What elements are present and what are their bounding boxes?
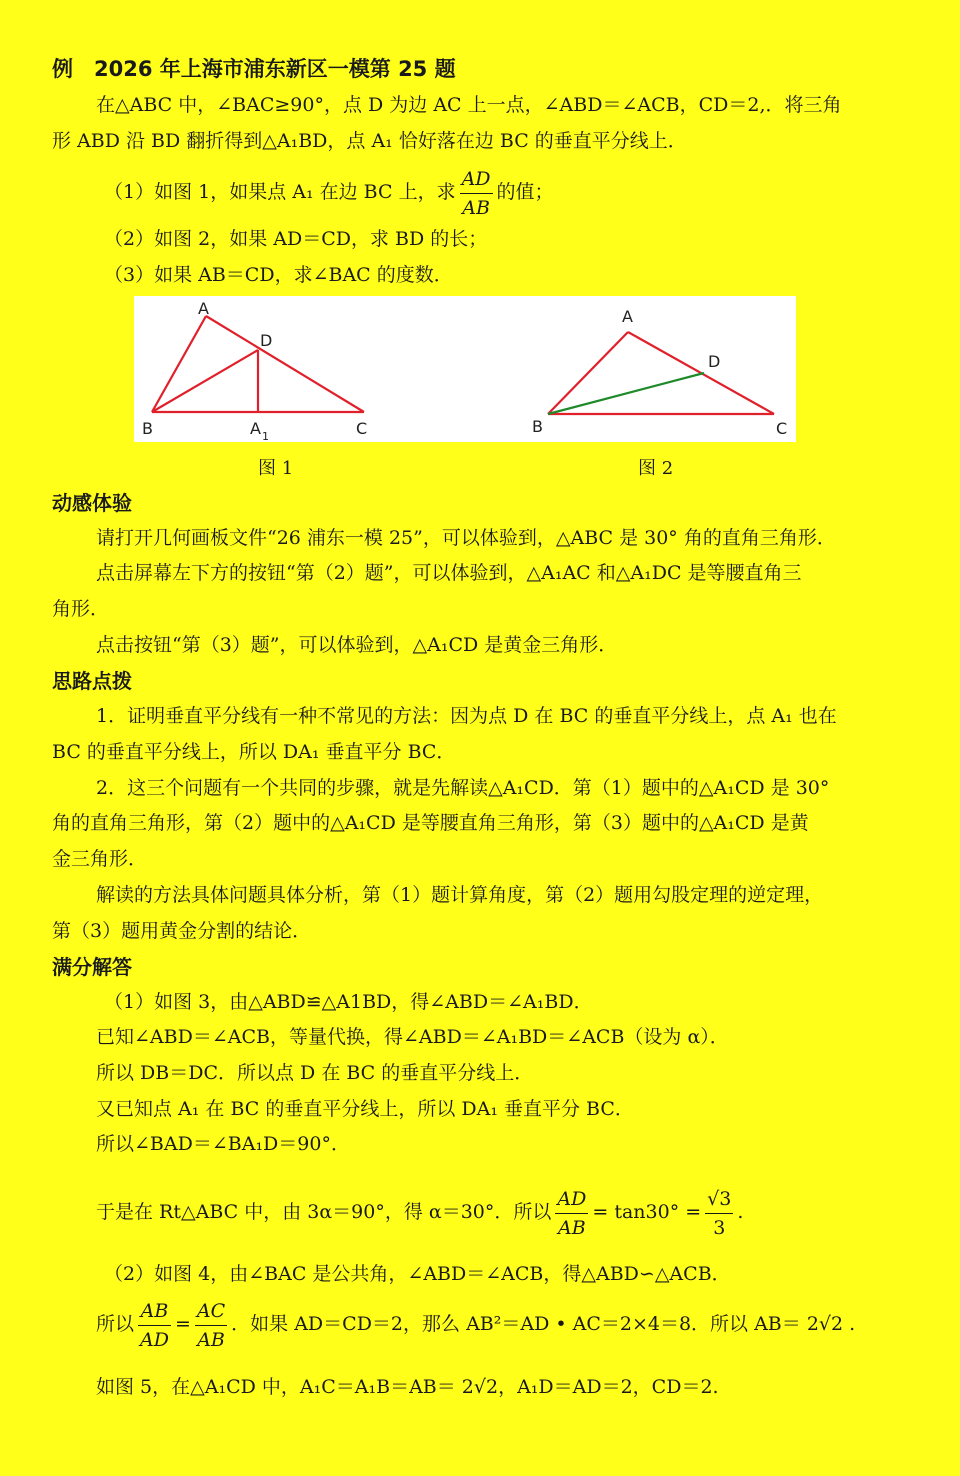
hints-line-6: 解读的方法具体问题具体分析，第（1）题计算角度，第（2）题用勾股定理的逆定理， <box>96 884 824 906</box>
fig1-segment-bd <box>152 350 258 412</box>
section-heading-hints: 思路点拨 <box>52 669 132 693</box>
figures-panel <box>134 296 796 442</box>
fraction-denominator: 3 <box>713 1216 726 1239</box>
figure-2-caption: 图 2 <box>638 458 674 479</box>
figure-1-caption: 图 1 <box>258 458 294 479</box>
fig1-label-d: D <box>260 331 273 350</box>
fraction-ad-over-ab-solution <box>555 1185 588 1242</box>
fig2-label-d: D <box>708 352 721 371</box>
dynamic-line-1: 请打开几何画板文件“26 浦东一模 25”，可以体验到，△ABC 是 30° 角的直角三角形． <box>96 527 836 549</box>
fig1-side-ac <box>206 316 364 412</box>
fig2-label-b: B <box>532 417 543 436</box>
fig1-label-c: C <box>356 419 368 438</box>
question-3: （3）如果 AB＝CD，求∠BAC 的度数． <box>104 264 453 286</box>
fraction-ab-over-ad <box>138 1297 171 1354</box>
dynamic-line-2: 点击屏幕左下方的按钮“第（2）题”，可以体验到，△A₁AC 和△A₁DC 是等腰直角三 <box>96 562 802 584</box>
solution-line-7: （2）如图 4，由∠BAC 是公共角，∠ABD＝∠ACB，得△ABD∽△ACB． <box>104 1263 731 1285</box>
hints-line-1: 1．证明垂直平分线有一种不常见的方法：因为点 D 在 BC 的垂直平分线上，点 A₁ 也在 <box>96 705 837 727</box>
solution-line-6-text: 于是在 Rt△ABC 中，由 3α＝90°，得 α＝30°．所以 <box>96 1201 552 1223</box>
fig1-label-a1-subscript: 1 <box>262 430 269 442</box>
question-1-text: （1）如图 1，如果点 A₁ 在边 BC 上，求 <box>104 181 456 203</box>
fraction-denominator: AB <box>197 1328 225 1351</box>
solution-line-2: 已知∠ABD＝∠ACB，等量代换，得∠ABD＝∠A₁BD＝∠ACB（设为 α）． <box>96 1026 729 1048</box>
solution-line-4: 又已知点 A₁ 在 BC 的垂直平分线上，所以 DA₁ 垂直平分 BC． <box>96 1098 634 1120</box>
fig2-label-c: C <box>776 419 788 438</box>
fig2-side-ab <box>548 332 628 414</box>
fraction-numerator: AC <box>195 1297 227 1326</box>
fig2-label-a: A <box>622 307 633 326</box>
fig1-label-b: B <box>142 419 153 438</box>
fraction-sqrt3-over-3 <box>705 1185 733 1242</box>
question-1 <box>104 162 554 222</box>
fig1-side-ab <box>152 316 206 412</box>
solution-line-9: 如图 5，在△A₁CD 中，A₁C＝A₁B＝AB＝ 2√2，A₁D＝AD＝2，CD＝2. <box>96 1376 719 1398</box>
hints-line-2: BC 的垂直平分线上，所以 DA₁ 垂直平分 BC． <box>52 741 456 763</box>
solution-line-6 <box>96 1182 743 1242</box>
fig1-label-a1: A <box>250 419 261 438</box>
solution-line-5: 所以∠BAD＝∠BA₁D＝90°． <box>96 1133 350 1155</box>
fraction-denominator: AB <box>558 1216 586 1239</box>
solution-line-8-text: ．如果 AD＝CD＝2，那么 AB²＝AD • AC＝2×4＝8．所以 AB＝ 2√2 . <box>231 1313 856 1335</box>
fraction-numerator: AD <box>460 165 493 194</box>
fraction-denominator: AD <box>140 1328 169 1351</box>
figure-1 <box>142 299 367 442</box>
fraction-ad-over-ab <box>460 165 493 222</box>
hints-line-7: 第（3）题用黄金分割的结论． <box>52 920 312 942</box>
fraction-numerator: AB <box>138 1297 171 1326</box>
solution-line-8 <box>96 1294 855 1354</box>
dynamic-line-3: 角形． <box>52 598 110 620</box>
solution-line-8-prefix: 所以 <box>96 1313 135 1335</box>
solution-line-3: 所以 DB＝DC．所以点 D 在 BC 的垂直平分线上． <box>96 1062 534 1084</box>
fraction-ac-over-ab <box>195 1297 227 1354</box>
problem-title: 例 2026 年上海市浦东新区一模第 25 题 <box>52 57 456 81</box>
equals-sign: = <box>174 1313 191 1335</box>
question-1-suffix: 的值； <box>496 181 554 203</box>
dynamic-line-4: 点击按钮“第（3）题”，可以体验到，△A₁CD 是黄金三角形． <box>96 634 618 656</box>
hints-line-5: 金三角形． <box>52 848 148 870</box>
problem-text-line-2: 形 ABD 沿 BD 翻折得到△A₁BD，点 A₁ 恰好落在边 BC 的垂直平分线上． <box>52 130 687 152</box>
figures-svg <box>134 296 796 442</box>
hints-line-4: 角的直角三角形，第（2）题中的△A₁CD 是等腰直角三角形，第（3）题中的△A₁CD 是黄 <box>52 812 809 834</box>
solution-line-1: （1）如图 3，由△ABD≌△A1BD，得∠ABD＝∠A₁BD． <box>104 991 593 1013</box>
section-heading-dynamic: 动感体验 <box>52 491 132 515</box>
section-heading-solution: 满分解答 <box>52 955 132 979</box>
fig1-label-a: A <box>198 299 209 318</box>
fraction-numerator: AD <box>555 1185 588 1214</box>
question-2: （2）如图 2，如果 AD＝CD，求 BD 的长； <box>104 228 488 250</box>
solution-line-6-end: . <box>737 1201 744 1223</box>
figure-2 <box>532 307 787 438</box>
problem-text-line-1: 在△ABC 中，∠BAC≥90°，点 D 为边 AC 上一点，∠ABD＝∠ACB，CD＝2,．将三角 <box>96 94 842 116</box>
fig2-segment-bd <box>548 373 704 414</box>
fraction-denominator: AB <box>462 196 490 219</box>
fraction-numerator: √3 <box>705 1185 733 1214</box>
hints-line-3: 2．这三个问题有一个共同的步骤，就是先解读△A₁CD．第（1）题中的△A₁CD 是 30° <box>96 777 830 799</box>
tan30-expression: = tan30° = <box>592 1201 702 1223</box>
